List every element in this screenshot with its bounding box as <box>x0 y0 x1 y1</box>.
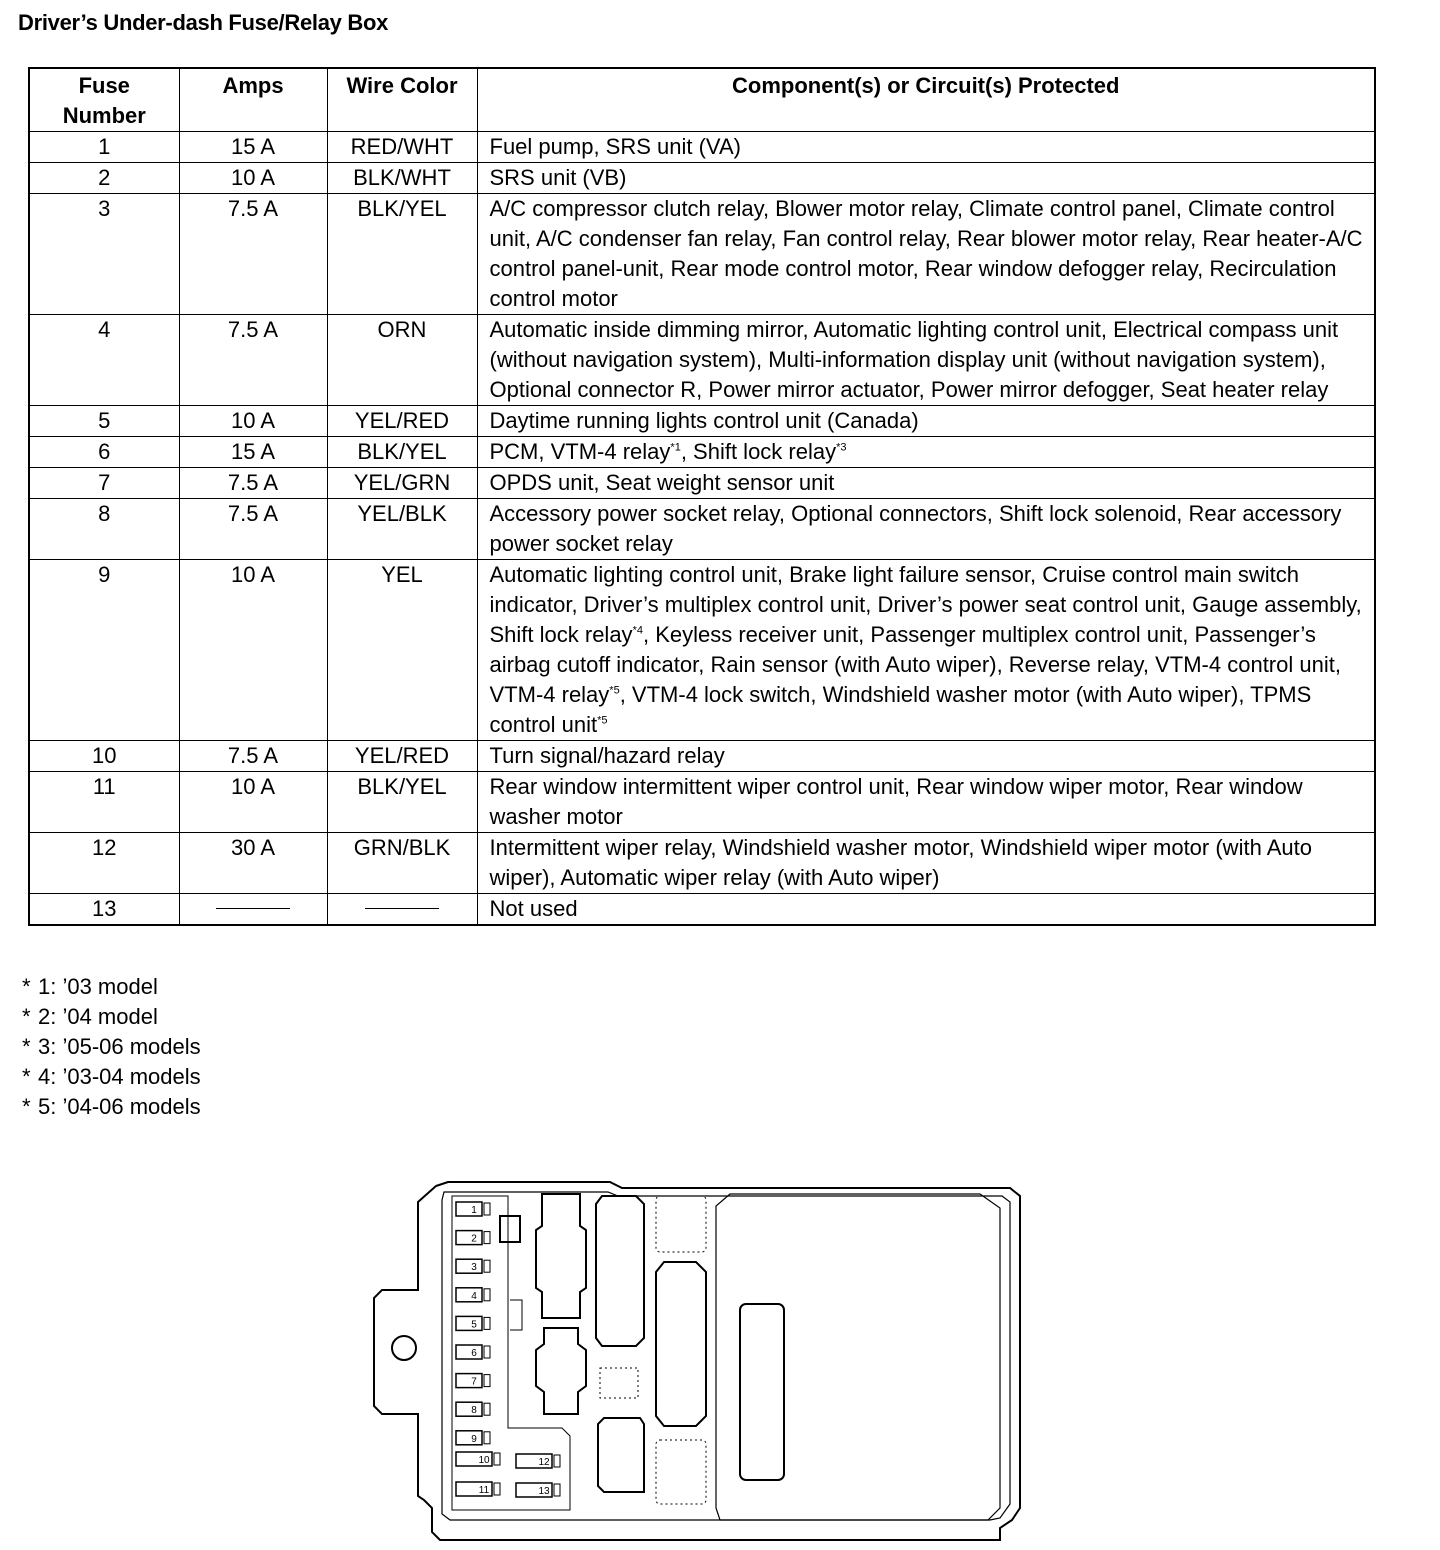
footnote-text: 1: ’03 model <box>38 974 158 999</box>
header-fuse-number-line2: Number <box>62 103 146 128</box>
table-row <box>29 163 1375 194</box>
component-description-cell: A/C compressor clutch relay, Blower motor relay, Climate control panel, Climate control unit, A/C condenser fan relay, Fan control relay, Rear blower motor relay, Rear heater-A/C control panel-unit, Rear mode control motor, Rear window defogger relay, Recirculation control motor <box>477 194 1375 315</box>
mounting-hole <box>392 1336 416 1360</box>
amps-cell: 15 A <box>179 132 327 163</box>
fuse-slot-label: 3 <box>471 1262 477 1274</box>
amps-cell: 15 A <box>179 437 327 468</box>
description-text: , Keyless receiver unit, Passenger multiplex control unit, Passenger’s airbag cutoff indicator, Rain sensor (with Auto wiper), Reverse relay, VTM-4 control unit, VTM-4 relay <box>489 622 1341 707</box>
table-row <box>29 772 1375 833</box>
amps-cell: 10 A <box>179 560 327 741</box>
table-row <box>29 833 1375 894</box>
amps-cell: 7.5 A <box>179 468 327 499</box>
wire-color-cell: BLK/YEL <box>327 772 477 833</box>
header-wire-color: Wire Color <box>327 68 477 132</box>
wire-color-cell: BLK/YEL <box>327 437 477 468</box>
amps-cell: 30 A <box>179 833 327 894</box>
fuse-slot <box>456 1374 490 1388</box>
fuse-number-cell: 7 <box>29 468 179 499</box>
footnote-star: * <box>22 1094 31 1119</box>
component-description-cell: Intermittent wiper relay, Windshield washer motor, Windshield wiper motor (with Auto wiper), Automatic wiper relay (with Auto wiper) <box>477 833 1375 894</box>
cover-area <box>716 1194 1000 1520</box>
component-description-cell <box>477 437 1375 468</box>
footnote-star: * <box>22 1004 31 1029</box>
table-row <box>29 894 1375 926</box>
wire-color-cell: GRN/BLK <box>327 833 477 894</box>
fuse-number-cell: 12 <box>29 833 179 894</box>
amps-cell: 7.5 A <box>179 499 327 560</box>
table-row <box>29 741 1375 772</box>
component-description-cell: Rear window intermittent wiper control unit, Rear window wiper motor, Rear window washer motor <box>477 772 1375 833</box>
relay-slot-small <box>600 1368 638 1398</box>
description-text: Automatic lighting control unit, Brake light failure sensor, Cruise control main switch indicator, Driver’s multiplex control unit, Driver’s power seat control unit, Gauge assembly, Shift lock relay <box>489 562 1362 647</box>
footnote-ref: *5 <box>609 684 620 697</box>
fuse-box-inner-outline <box>442 1192 1010 1520</box>
fuse-box-diagram <box>360 1178 1040 1550</box>
footnote-star: * <box>22 974 31 999</box>
fuse-slot-label: 6 <box>471 1348 477 1359</box>
mini-relay <box>500 1216 520 1242</box>
footnote-ref: *1 <box>670 441 681 454</box>
fuse-slot <box>516 1454 560 1468</box>
fuse-slot-label: 12 <box>538 1457 550 1468</box>
fuse-slot <box>456 1402 490 1416</box>
fuse-slot <box>456 1431 490 1445</box>
amps-cell <box>179 894 327 926</box>
footnote-text: 4: ’03-04 models <box>38 1064 201 1089</box>
fuse-slot-label: 9 <box>471 1433 477 1445</box>
table-row <box>29 406 1375 437</box>
footnote-item <box>22 1062 201 1092</box>
component-description-cell <box>477 560 1375 741</box>
wire-color-cell: YEL/RED <box>327 741 477 772</box>
table-row <box>29 560 1375 741</box>
component-description-cell: Turn signal/hazard relay <box>477 741 1375 772</box>
description-text: , Shift lock relay <box>680 439 837 464</box>
connector-c <box>596 1196 644 1346</box>
wire-color-cell: YEL <box>327 560 477 741</box>
footnote-ref: *4 <box>632 624 643 637</box>
table-row <box>29 194 1375 315</box>
component-description-cell: SRS unit (VB) <box>477 163 1375 194</box>
fuse-number-cell: 10 <box>29 741 179 772</box>
wire-color-cell: YEL/BLK <box>327 499 477 560</box>
component-description-cell: OPDS unit, Seat weight sensor unit <box>477 468 1375 499</box>
footnote-text: 3: ’05-06 models <box>38 1034 201 1059</box>
component-description-cell: Fuel pump, SRS unit (VA) <box>477 132 1375 163</box>
header-fuse-number <box>29 68 179 132</box>
fuse-slot-label: 11 <box>478 1485 490 1496</box>
footnote-ref: *3 <box>836 441 847 454</box>
amps-cell: 7.5 A <box>179 315 327 406</box>
empty-dash <box>216 908 290 909</box>
component-description-cell: Accessory power socket relay, Optional connectors, Shift lock solenoid, Rear accessory power socket relay <box>477 499 1375 560</box>
table-row <box>29 315 1375 406</box>
relay-slot-top <box>656 1196 706 1252</box>
wire-color-cell: BLK/WHT <box>327 163 477 194</box>
fuse-slot-label: 13 <box>538 1486 550 1497</box>
fuse-slot-label: 10 <box>478 1455 490 1466</box>
fuse-slot <box>516 1483 560 1497</box>
footnote-star: * <box>22 1064 31 1089</box>
fuse-slot <box>456 1316 490 1330</box>
fuse-slot-label: 1 <box>471 1205 477 1216</box>
header-amps: Amps <box>179 68 327 132</box>
fuse-slot <box>456 1231 490 1245</box>
footnote-item <box>22 1032 201 1062</box>
footnote-item <box>22 1092 201 1122</box>
amps-cell: 7.5 A <box>179 741 327 772</box>
fuse-number-cell: 6 <box>29 437 179 468</box>
description-text: , VTM-4 lock switch, Windshield washer motor (with Auto wiper), TPMS control unit <box>489 682 1312 737</box>
fuse-number-cell: 13 <box>29 894 179 926</box>
description-text: PCM, VTM-4 relay <box>489 439 671 464</box>
table-row <box>29 499 1375 560</box>
empty-dash <box>365 908 439 909</box>
fuse-number-cell: 4 <box>29 315 179 406</box>
fuse-slot-label: 8 <box>471 1405 477 1417</box>
amps-cell: 10 A <box>179 406 327 437</box>
wire-color-cell: YEL/RED <box>327 406 477 437</box>
fuse-table <box>28 67 1376 926</box>
fuse-number-cell: 2 <box>29 163 179 194</box>
page-title: Driver’s Under-dash Fuse/Relay Box <box>18 10 389 35</box>
fuse-number-cell: 8 <box>29 499 179 560</box>
footnote-item <box>22 972 201 1002</box>
relay-slot-bottom <box>656 1440 706 1504</box>
table-row <box>29 437 1375 468</box>
connector-b <box>536 1328 586 1414</box>
component-description-cell: Daytime running lights control unit (Canada) <box>477 406 1375 437</box>
fuse-slot <box>456 1288 490 1302</box>
wire-color-cell: BLK/YEL <box>327 194 477 315</box>
amps-cell: 7.5 A <box>179 194 327 315</box>
cover-window <box>740 1304 784 1480</box>
table-row <box>29 132 1375 163</box>
footnote-text: 5: ’04-06 models <box>38 1094 201 1119</box>
footnote-star: * <box>22 1034 31 1059</box>
table-header-row <box>29 68 1375 132</box>
header-components: Component(s) or Circuit(s) Protected <box>477 68 1375 132</box>
component-description-cell: Not used <box>477 894 1375 926</box>
connector-e <box>598 1418 644 1492</box>
header-fuse-number-line1: Fuse <box>78 73 130 98</box>
fuse-slot <box>456 1345 490 1359</box>
fuse-slot <box>456 1452 500 1466</box>
fuse-slot-label: 4 <box>471 1290 477 1302</box>
fuse-slot-label: 7 <box>471 1376 477 1388</box>
fuse-slot-label: 2 <box>471 1233 477 1245</box>
wire-color-cell: YEL/GRN <box>327 468 477 499</box>
wire-color-cell <box>327 894 477 926</box>
fuse-number-cell: 5 <box>29 406 179 437</box>
fuse-table-body <box>29 132 1375 926</box>
fuse-number-cell: 3 <box>29 194 179 315</box>
amps-cell: 10 A <box>179 163 327 194</box>
fuse-number-cell: 11 <box>29 772 179 833</box>
fuse-number-cell: 1 <box>29 132 179 163</box>
amps-cell: 10 A <box>179 772 327 833</box>
fuse-slot-label: 5 <box>471 1319 477 1331</box>
component-description-cell: Automatic inside dimming mirror, Automatic lighting control unit, Electrical compass unit (without navigation system), Multi-information display unit (without navigation system), Optional connector R, Power mirror actuator, Power mirror defogger, Seat heater relay <box>477 315 1375 406</box>
connector-d <box>656 1262 706 1426</box>
table-row <box>29 468 1375 499</box>
mini-connector <box>510 1300 522 1330</box>
footnote-ref: *5 <box>597 714 608 727</box>
footnote-text: 2: ’04 model <box>38 1004 158 1029</box>
fuse-slot <box>456 1482 500 1496</box>
wire-color-cell: RED/WHT <box>327 132 477 163</box>
connector-a <box>536 1194 586 1318</box>
wire-color-cell: ORN <box>327 315 477 406</box>
footnote-item <box>22 1002 201 1032</box>
fuse-slot <box>456 1202 490 1216</box>
fuse-slot <box>456 1259 490 1273</box>
footnotes <box>22 972 201 1122</box>
fuse-number-cell: 9 <box>29 560 179 741</box>
